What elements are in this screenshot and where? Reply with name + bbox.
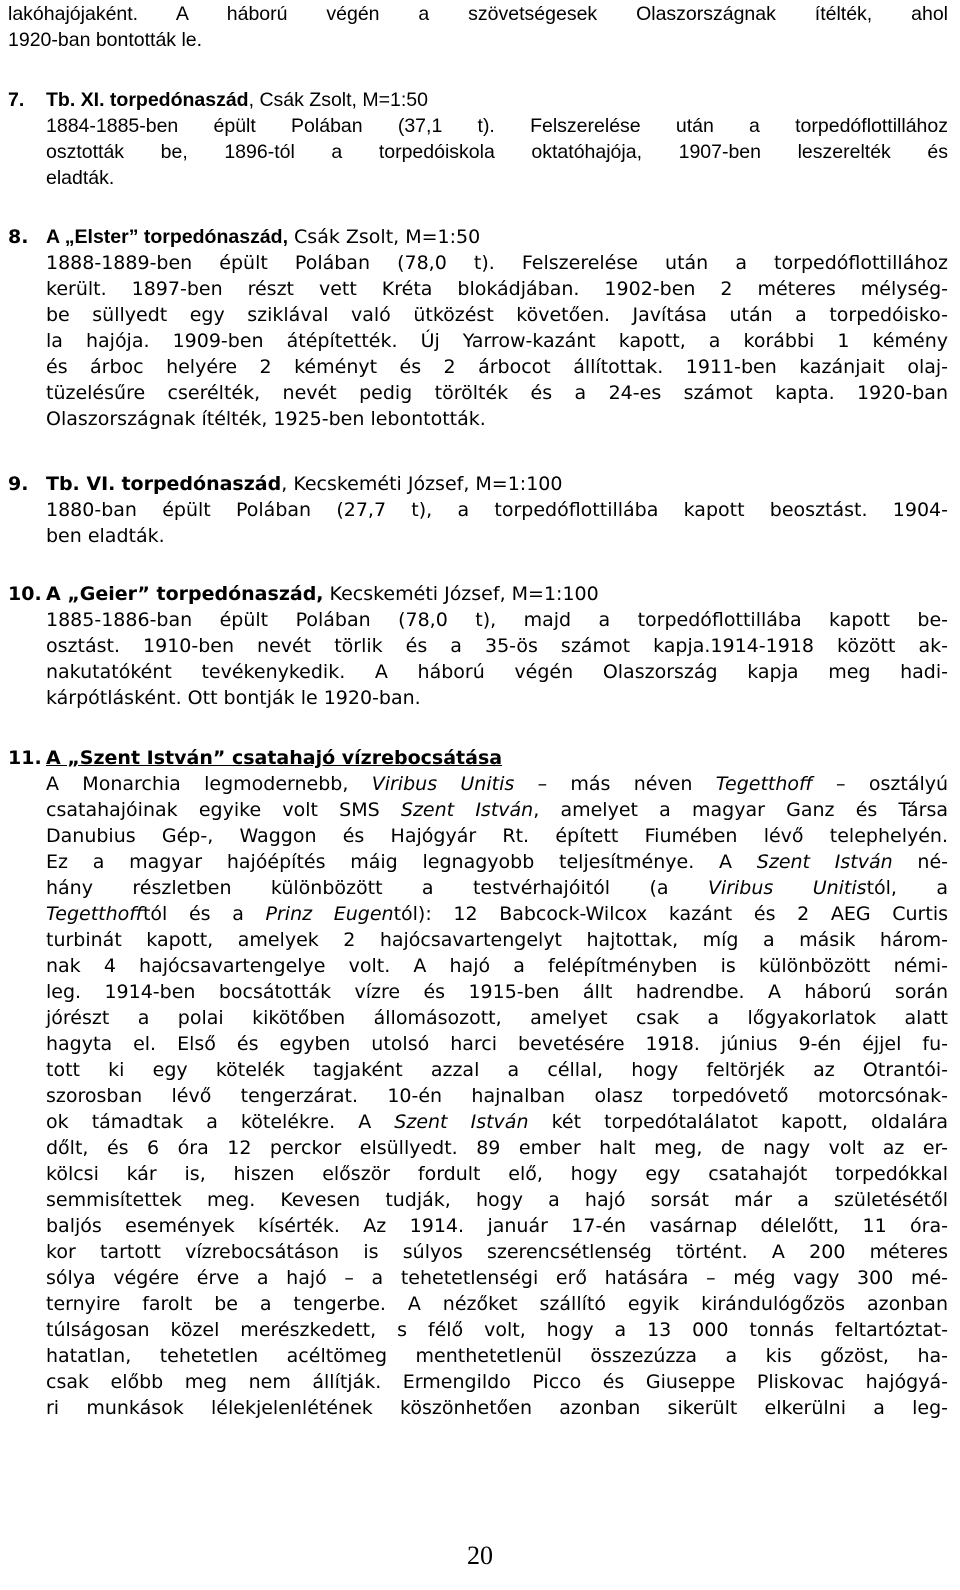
text-run: A Monarchia legmodernebb, (46, 773, 372, 795)
text-line: osztották be, 1896-tól a torpedóiskola oktatóhajója, 1907-ben leszerelték és (46, 141, 948, 163)
text-line: ben eladták. (46, 525, 165, 547)
section-heading (8, 87, 948, 113)
section-body (8, 497, 948, 549)
text-run: ternyire farolt be a tengerbe. A nézőket szállító egyik kirándulógőzös azonban (46, 1293, 948, 1315)
text-line (46, 1291, 948, 1317)
text-run: Ez a magyar hajóépítés máig legnagyobb teljesítménye. A (46, 851, 757, 873)
section-title-prefix: Tb. VI. (46, 473, 116, 495)
text-line (46, 1057, 948, 1083)
section-9 (8, 471, 948, 549)
page-number: 20 (467, 1541, 493, 1570)
text-line: nakutatóként tevékenykedik. A háború végén Olaszország kapja meg hadi- (46, 661, 948, 683)
text-run: Danubius Gép-, Waggon és Hajógyár Rt. épített Fiumében lévő telephelyén. (46, 825, 948, 847)
text-line: osztást. 1910-ben nevét törlik és a 35-ös számot kapja.1914-1918 között ak- (46, 635, 948, 657)
section-number: 9. (8, 473, 29, 495)
ship-name: Tegetthoff (46, 903, 143, 925)
text-run: nak 4 hajócsavartengelye volt. A hajó a felépítményben is különbözött némi- (46, 955, 948, 977)
text-run: – más néven (514, 773, 716, 795)
text-run: – osztályú (812, 773, 949, 795)
text-run: , amelyet a magyar Ganz és Társa (533, 799, 948, 821)
text-run: szorosban lévő tengerzárat. 10-én hajnalban olasz torpedóvető motorcsónak- (46, 1085, 948, 1107)
section-body (8, 250, 948, 432)
text-line (46, 823, 948, 849)
text-run: hány részletben különbözött a testvérhajóitól (a (46, 877, 708, 899)
text-run: leg. 1914-ben bocsátották vízre és 1915-ben állt hadrendbe. A háború során (46, 981, 948, 1003)
text-line (46, 1265, 948, 1291)
section-author: , Csák Zsolt, M=1:50 (248, 89, 428, 111)
text-line (46, 1343, 948, 1369)
text-run: semmisítettek meg. Kevesen tudják, hogy a hajó sorsát már a születésétől (46, 1189, 948, 1211)
text-line (46, 979, 948, 1005)
section-body (8, 113, 948, 191)
text-line (46, 1317, 948, 1343)
text-line: 1884-1885-ben épült Polában (37,1 t). Felszerelése után a torpedóflottillához (46, 115, 948, 137)
section-body (8, 607, 948, 711)
section-7 (8, 87, 948, 191)
text-line: került. 1897-ben részt vett Kréta blokádjában. 1902-ben 2 méteres mélység- (46, 278, 948, 300)
text-line (46, 1213, 948, 1239)
text-line: be süllyedt egy sziklával való ütközést követően. Javítása után a torpedóisko- (46, 304, 948, 326)
text-run: túlságosan közel merészkedett, s félő volt, hogy a 13 000 tonnás feltartóztat- (46, 1319, 948, 1341)
section-heading (8, 471, 948, 497)
text-run: baljós események kísérték. Az 1914. január 17-én vasárnap délelőtt, 11 óra- (46, 1215, 948, 1237)
text-line: la hajója. 1909-ben átépítették. Új Yarrow-kazánt kapott, a korábbi 1 kémény (46, 330, 948, 352)
text-line (46, 1109, 948, 1135)
text-line: tüzelésűre cserélték, nevét pedig törölték és a 24-es számot kapta. 1920-ban (46, 382, 948, 404)
text-line: kárpótlásként. Ott bontják le 1920-ban. (46, 687, 421, 709)
text-run: tott ki egy kötelék tagjaként azzal a céllal, hogy feltörjék az Otrantói- (46, 1059, 948, 1081)
text-line (46, 1369, 948, 1395)
text-line (46, 1083, 948, 1109)
section-title: torpedónaszád (121, 473, 282, 495)
text-line: 1885-1886-ban épült Polában (78,0 t), majd a torpedóflottillába kapott be- (46, 609, 948, 631)
ship-name: Tegetthoff (715, 773, 813, 795)
section-number: 10. (8, 583, 42, 605)
section-author: , Kecskeméti József, M=1:100 (281, 473, 563, 495)
text-line (46, 927, 948, 953)
section-heading (8, 224, 948, 250)
section-11 (8, 745, 948, 1421)
text-line: Olaszországnak ítélték, 1925-ben lebontották. (46, 408, 486, 430)
text-line: 1920-ban bontották le. (8, 29, 203, 51)
section-number: 7. (8, 89, 25, 111)
text-line: 1888-1889-ben épült Polában (78,0 t). Felszerelése után a torpedóflottillához (46, 252, 948, 274)
text-line (46, 849, 948, 875)
text-line (46, 1161, 948, 1187)
text-run: ri munkások lélekjelenlétének köszönhetően azonban sikerült elkerülni a leg- (46, 1397, 948, 1419)
text-run: hatatlan, tehetetlen acéltömeg menthetetlenül összezúzza a kis gőzöst, ha- (46, 1345, 948, 1367)
text-run: ok támadtak a kötelékre. A (46, 1111, 395, 1133)
section-title: A „Elster” torpedónaszád, (46, 226, 288, 248)
ship-name: Viribus Unitis (707, 877, 867, 899)
text-line: lakóhajójaként. A háború végén a szövetségesek Olaszországnak ítélték, ahol (8, 3, 948, 25)
text-line: és árboc helyére 2 kéményt és 2 árbocot állítottak. 1911-ben kazánjait olaj- (46, 356, 948, 378)
text-line (46, 771, 948, 797)
section-heading (8, 745, 948, 771)
text-run: sólya végére érve a hajó – a tehetetlenségi erő hatására – még vagy 300 mé- (46, 1267, 948, 1289)
text-line (46, 1239, 948, 1265)
section-number: 8. (8, 226, 29, 248)
text-run: hagyta el. Első és egyben utolsó harci bevetésére 1918. június 9-én éjjel fu- (46, 1033, 948, 1055)
section-number: 11. (8, 747, 42, 769)
text-line (46, 1187, 948, 1213)
text-line: 1880-ban épült Polában (27,7 t), a torpedóflottillába kapott beosztást. 1904- (46, 499, 948, 521)
text-line (46, 953, 948, 979)
intro-paragraph (8, 1, 948, 53)
ship-name: Prinz Eugen (265, 903, 394, 925)
section-title: Tb. XI. torpedónaszád (46, 89, 249, 111)
text-run: csatahajóinak egyike volt SMS (46, 799, 401, 821)
text-line (46, 875, 948, 901)
text-run: jórészt a polai kikötőben állomásozott, amelyet csak a lőgyakorlatok alatt (46, 1007, 948, 1029)
text-line: eladták. (46, 167, 115, 189)
ship-name: Szent István (756, 851, 893, 873)
text-line (46, 1031, 948, 1057)
text-line (46, 797, 948, 823)
section-title: A „Geier” torpedónaszád, (46, 583, 324, 605)
text-run: turbinát kapott, amelyek 2 hajócsavartengelyt hajtottak, míg a másik három- (46, 929, 948, 951)
text-run: né- (892, 851, 948, 873)
text-run: kor tartott vízrebocsátáson is súlyos szerencsétlenség történt. A 200 méteres (46, 1241, 948, 1263)
text-run: tól, a (866, 877, 948, 899)
text-line (46, 1005, 948, 1031)
text-run: tól és a (142, 903, 266, 925)
text-run: tól): 12 Babcock-Wilcox kazánt és 2 AEG Curtis (393, 903, 948, 925)
section-body (8, 771, 948, 1421)
ship-name: Szent István (400, 799, 534, 821)
text-run: csak előbb meg nem állítják. Ermengildo Picco és Giuseppe Pliskovac hajógyá- (46, 1371, 948, 1393)
section-author: Kecskeméti József, M=1:100 (323, 583, 599, 605)
text-run: dőlt, és 6 óra 12 perckor elsüllyedt. 89 ember halt meg, de nagy volt az er- (46, 1137, 948, 1159)
section-author: Csák Zsolt, M=1:50 (288, 226, 481, 248)
ship-name: Szent István (394, 1111, 529, 1133)
text-line (46, 1135, 948, 1161)
text-line (46, 901, 948, 927)
section-8 (8, 224, 948, 432)
text-line (46, 1395, 948, 1421)
section-title: A „Szent István” csatahajó vízrebocsátása (46, 747, 503, 769)
section-heading (8, 581, 948, 607)
text-run: kölcsi kár is, hiszen először fordult elő, hogy egy csatahajót torpedókkal (46, 1163, 948, 1185)
ship-name: Viribus Unitis (371, 773, 515, 795)
text-run: két torpedótalálatot kapott, oldalára (528, 1111, 948, 1133)
section-10 (8, 581, 948, 711)
